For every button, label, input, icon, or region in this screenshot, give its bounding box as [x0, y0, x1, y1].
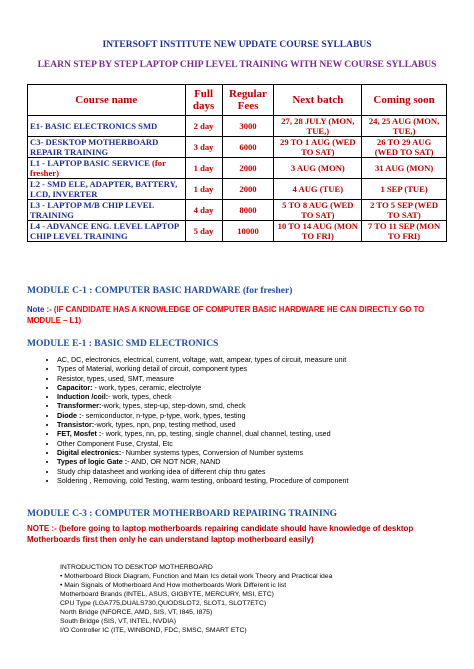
course-name: L2 - SMD ELE, ADAPTER, BATTERY, LCD, INVERTER [28, 179, 186, 200]
coming-soon: 26 TO 29 AUG (WED TO SAT) [362, 137, 447, 158]
intro-line: • Motherboard Block Diagram, Function and Main Ics detail work Theory and Practical idea [60, 573, 333, 580]
list-item: • Other Component Fuse, Crystal, Etc [57, 439, 474, 448]
course-name: L3 - LAPTOP M/B CHIP LEVEL TRAINING [28, 200, 186, 221]
course-fees: 2000 [222, 158, 274, 179]
table-row [28, 200, 447, 221]
module-c1-title: MODULE C-1 : COMPUTER BASIC HARDWARE [27, 286, 241, 296]
list-item: • Transistor:-work, types, npn, pnp, testing method, used [57, 420, 474, 429]
course-name-cell [28, 158, 186, 179]
column-header: Next batch [274, 85, 362, 116]
course-fees: 2000 [222, 179, 274, 200]
course-days: 5 day [185, 221, 222, 242]
list-item: • FET, Mosfet :- work, types, nn, pp, testing, single channel, dual channel, testing, used [57, 429, 474, 438]
page-title: INTERSOFT INSTITUTE NEW UPDATE COURSE SYLLABUS [102, 40, 372, 50]
table-header-row [28, 85, 447, 116]
module-c3-note: NOTE :- (before going to laptop motherboards repairing candidate should have knowledge of desktop Motherboards first then only he can understand laptop motherboard easily) [27, 524, 414, 544]
list-item: • Induction /coil:- work, types, check [57, 392, 474, 401]
coming-soon: 1 SEP (TUE) [362, 179, 447, 200]
list-item: • AC, DC, electronics, electrical, current, voltage, watt, ampear, types of circuit, measure unit [57, 355, 474, 364]
course-fees: 6000 [222, 137, 274, 158]
course-days: 3 day [185, 137, 222, 158]
coming-soon: 7 TO 11 SEP (MON TO FRI) [362, 221, 447, 242]
note-label: Note :- [27, 305, 52, 314]
intro-line: CPU Type (LGA775,DUALS730,QUODSLOT2, SLOT1, SLOT7ETC) [60, 600, 267, 607]
module-c1-note [27, 304, 452, 326]
note-text: (IF CANDIDATE HAS A KNOWLEDGE OF COMPUTER BASIC HARDWARE HE CAN DIRECTLY GO TO MODULE – L1) [27, 305, 425, 325]
list-item: • Diode :- semiconductor, n-type, p-type, work, types, testing [57, 411, 474, 420]
intro-line: South Bridge (SIS, VT, INTEL, NVDIA) [60, 618, 176, 625]
course-table [27, 84, 447, 242]
column-header: Course name [28, 85, 186, 116]
course-fees: 3000 [222, 116, 274, 137]
column-header: Coming soon [362, 85, 447, 116]
coming-soon: 31 AUG (MON) [362, 158, 447, 179]
table-row [28, 221, 447, 242]
next-batch: 27, 28 JULY (MON, TUE,) [274, 116, 362, 137]
coming-soon: 2 TO 5 SEP (WED TO SAT) [362, 200, 447, 221]
list-item: • Types of logic Gate :- AND, OR NOT NOR, NAND [57, 457, 474, 466]
list-item: • Types of Material, working detail of circuit, component types [57, 364, 474, 373]
course-days: 4 day [185, 200, 222, 221]
coming-soon: 24, 25 AUG (MON, TUE,) [362, 116, 447, 137]
list-item: • Resistor, types, used, SMT, measure [57, 374, 474, 383]
table-row [28, 137, 447, 158]
next-batch: 10 TO 14 AUG (MON TO FRI) [274, 221, 362, 242]
course-days: 1 day [185, 179, 222, 200]
course-fees: 10000 [222, 221, 274, 242]
module-c1-heading [27, 286, 292, 296]
intro-line: North Bridge (NFORCE, AMD, SIS, VT, I845, I875) [60, 609, 213, 616]
course-name-extra: (for fresher) [30, 158, 166, 178]
column-header: Regular Fees [222, 85, 274, 116]
next-batch: 29 TO 1 AUG (WED TO SAT) [274, 137, 362, 158]
module-e1-heading: MODULE E-1 : BASIC SMD ELECTRONICS [27, 339, 219, 349]
course-days: 2 day [185, 116, 222, 137]
column-header: Full days [185, 85, 222, 116]
list-item: • Digital electronics:- Number systems types, Conversion of Number systems [57, 448, 474, 457]
list-item: • Capacitor: - work, types, ceramic, electrolyte [57, 383, 474, 392]
course-name: C3- DESKTOP MOTHERBOARD REPAIR TRAINING [28, 137, 186, 158]
table-row [28, 179, 447, 200]
list-item: • Transformer:-work, types, step-up, step-down, smd, check [57, 401, 474, 410]
motherboard-intro [60, 563, 450, 635]
smd-topic-list [27, 355, 474, 485]
intro-line: INTRODUCTION TO DESKTOP MOTHERBOARD [60, 564, 213, 571]
table-row [28, 116, 447, 137]
course-name: L1 - LAPTOP BASIC SERVICE [30, 158, 150, 168]
page-subtitle: LEARN STEP BY STEP LAPTOP CHIP LEVEL TRAINING WITH NEW COURSE SYLLABUS [37, 60, 437, 70]
module-c1-title-extra: (for fresher) [242, 286, 293, 296]
list-item: • Soldering , Removing, cold Testing, warm testing, onboard testing, Procedure of component [57, 476, 474, 485]
course-fees: 8000 [222, 200, 274, 221]
intro-line: • Main Signals of Motherboard And How motherboards Work Different ic list [60, 582, 287, 589]
next-batch: 5 TO 8 AUG (WED TO SAT) [274, 200, 362, 221]
course-days: 1 day [185, 158, 222, 179]
course-name: L4 - ADVANCE ENG. LEVEL LAPTOP CHIP LEVEL TRAINING [28, 221, 186, 242]
table-row [28, 158, 447, 179]
intro-line: Motherboard Brands (INTEL, ASUS, GIGBYTE, MERCURY, MSI, ETC) [60, 591, 274, 598]
list-item: • Study chip datasheet and working idea of different chip thru gates [57, 467, 474, 476]
course-name: E1- BASIC ELECTRONICS SMD [28, 116, 186, 137]
module-c3-heading: MODULE C-3 : COMPUTER MOTHERBOARD REPAIRING TRAINING [27, 509, 337, 519]
next-batch: 4 AUG (TUE) [274, 179, 362, 200]
next-batch: 3 AUG (MON) [274, 158, 362, 179]
intro-line: I/O Controller IC (ITE, WINBOND, FDC, SMSC, SMART ETC) [60, 627, 247, 634]
